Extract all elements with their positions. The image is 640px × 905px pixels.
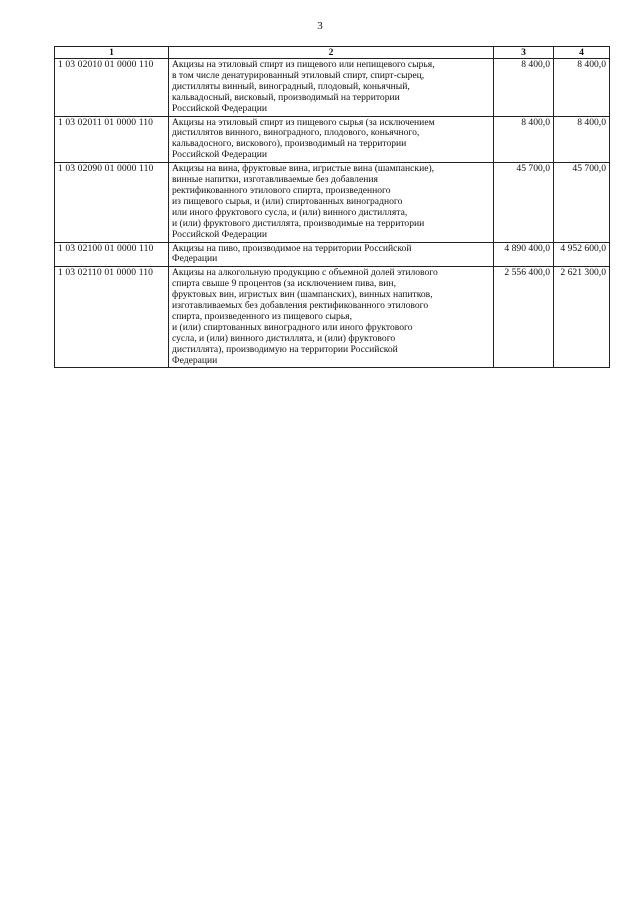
budget-code-cell: 1 03 02090 01 0000 110 [55, 163, 169, 242]
amount-cell-col3: 8 400,0 [494, 59, 554, 117]
budget-code-cell: 1 03 02010 01 0000 110 [55, 59, 169, 117]
table-row [55, 267, 610, 368]
amount-cell-col4: 8 400,0 [554, 59, 610, 117]
revenue-name-cell: Акцизы на пиво, производимое на территории Российской Федерации [169, 242, 494, 267]
column-header-value-4: 4 [554, 47, 610, 59]
amount-cell-col4: 4 952 600,0 [554, 242, 610, 267]
revenue-name-cell: Акцизы на алкогольную продукцию с объемной долей этилового спирта свыше 9 процентов (за исключением пива, вин, фруктовых вин, игристых вин (шампанских), винных напитков, изготавливаемых без добавления ректификованного этилового спирта, произведенного из пищевого сырья, и (или) спиртованных виноградного или иного фруктового сусла, и (или) винного дистиллята, и (или) фруктового дистиллята), производимую на территории Российской Федерации [169, 267, 494, 368]
revenue-name-cell: Акцизы на этиловый спирт из пищевого или непищевого сырья, в том числе денатурированный этиловый спирт, спирт-сырец, дистилляты винный, виноградный, плодовый, коньячный, кальвадосный, висковый, производимый на территории Российской Федерации [169, 59, 494, 117]
amount-cell-col4: 45 700,0 [554, 163, 610, 242]
column-header-name: 2 [169, 47, 494, 59]
budget-code-cell: 1 03 02011 01 0000 110 [55, 116, 169, 163]
table-row [55, 242, 610, 267]
table-header-row [55, 47, 610, 59]
table-row [55, 116, 610, 163]
revenue-name-cell: Акцизы на этиловый спирт из пищевого сырья (за исключением дистиллятов винного, виноградного, плодового, коньячного, кальвадосного, вискового), производимый на территории Российской Федерации [169, 116, 494, 163]
revenue-name-cell: Акцизы на вина, фруктовые вина, игристые вина (шампанские), винные напитки, изготавливаемые без добавления ректификованного этилового спирта, произведенного из пищевого сырья, и (или) спиртованных виноградного или иного фруктового сусла, и (или) винного дистиллята, и (или) фруктового дистиллята, производимые на территории Российской Федерации [169, 163, 494, 242]
budget-code-cell: 1 03 02110 01 0000 110 [55, 267, 169, 368]
page-number: 3 [317, 20, 323, 32]
amount-cell-col4: 8 400,0 [554, 116, 610, 163]
amount-cell-col3: 2 556 400,0 [494, 267, 554, 368]
table-row [55, 59, 610, 117]
amount-cell-col4: 2 621 300,0 [554, 267, 610, 368]
budget-code-cell: 1 03 02100 01 0000 110 [55, 242, 169, 267]
amount-cell-col3: 8 400,0 [494, 116, 554, 163]
excise-revenue-table [54, 46, 610, 368]
table-row [55, 163, 610, 242]
amount-cell-col3: 4 890 400,0 [494, 242, 554, 267]
amount-cell-col3: 45 700,0 [494, 163, 554, 242]
column-header-code: 1 [55, 47, 169, 59]
column-header-value-3: 3 [494, 47, 554, 59]
